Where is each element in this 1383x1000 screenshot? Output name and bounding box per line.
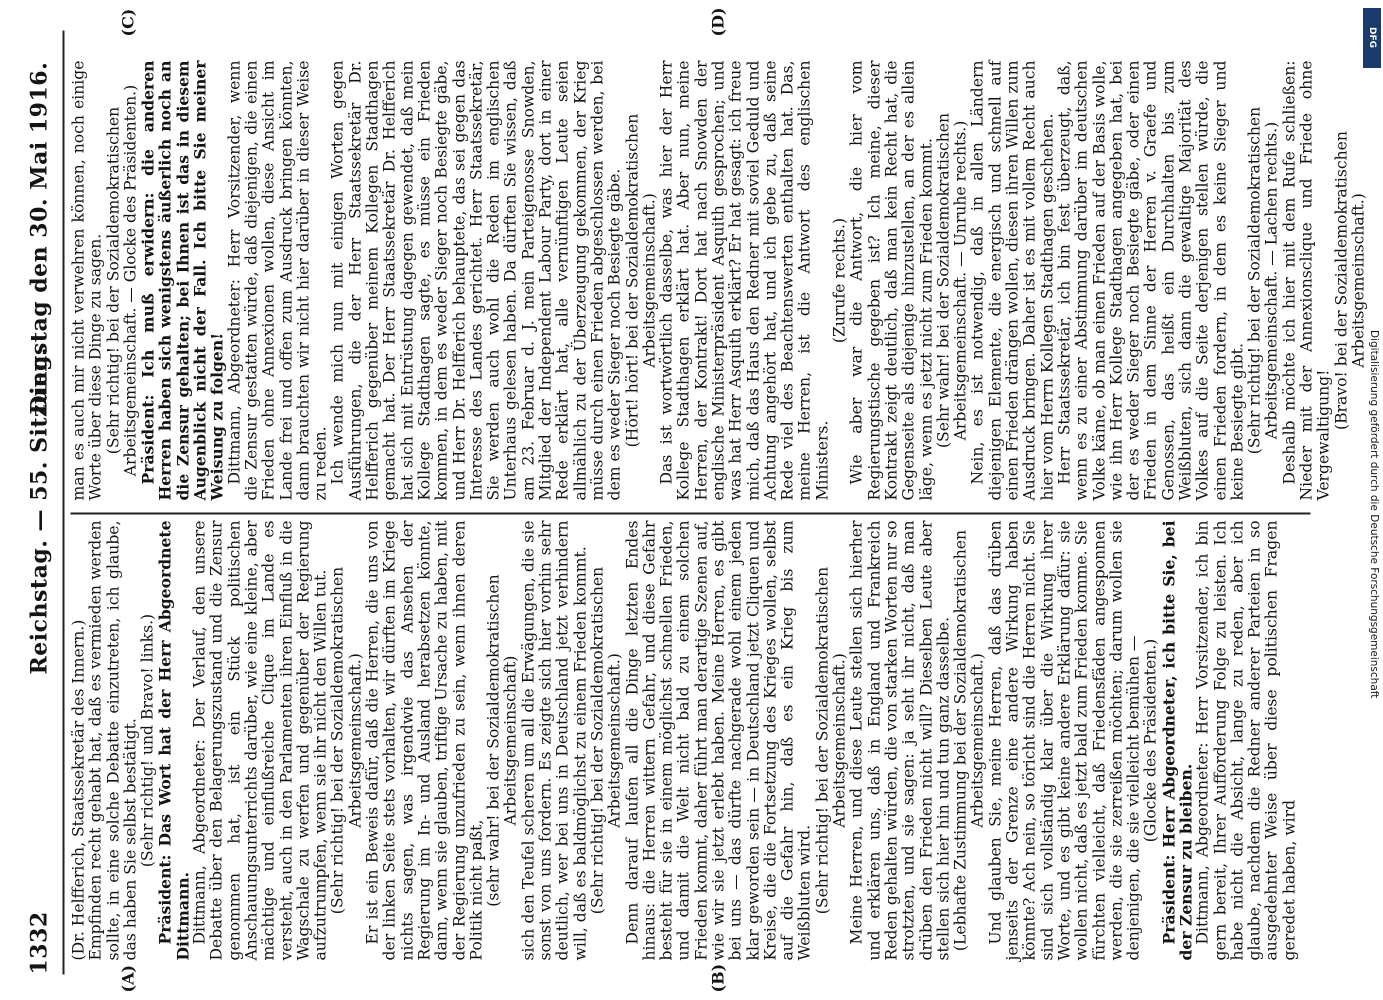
speaker-note: (Dr. Helfferich, Staatssekretär des Innern.) xyxy=(69,619,87,960)
interjection: (Sehr richtig! bei der Sozialdemokratischen Arbeitsgemeinschaft. — Glocke des Präsidenten.) xyxy=(103,84,139,476)
margin-mark-a: (A) xyxy=(118,964,137,992)
paragraph: Empfinden recht gehabt hat, daß es vermieden werden sollte, in eine solche Debatte einzutreten, ich glaube, das haben Sie selbst bestätigt. xyxy=(86,520,139,960)
page-number: 1332 xyxy=(26,910,52,974)
digitization-credit: Digitalisierung gefördert durch die Deutsche Forschungsgemeinschaft xyxy=(1368,330,1380,699)
paragraph: Deshalb möchte ich hier mit dem Rufe schließen: Nieder mit der Annexionsclique und Friede ohne Vergewaltigung! xyxy=(1279,60,1333,500)
interjection: (Sehr richtig! bei der Sozialdemokratischen Arbeitsgemeinschaft. — Lachen rechts.) xyxy=(1245,106,1281,454)
right-column xyxy=(69,60,1367,500)
interjection: (Zurufe rechts.) xyxy=(830,217,849,343)
interjection: (Lebhafte Zustimmung bei der Sozialdemokratischen Arbeitsgemeinschaft.) xyxy=(951,529,987,951)
speaker-paragraph: Präsident: Das Wort hat der Herr Abgeordnete Dittmann. xyxy=(155,520,192,960)
paragraph: Ich wende mich nun mit einigen Worten gegen Ausführungen, die der Herr Staatssekretär Dr. Helfferich gegenüber meinem Kollegen Stadthagen gemacht hat. Der Herr Staatssekretär Dr. Helfferich hat sich mit Entrüstung dagegen gewendet, daß mein Kollege Stadthagen sagte, es müsse ein Frieden kommen, in dem es weder Sieger noch Besiegte gäbe, und Herr Dr. Helfferich behauptete, das sei gegen das Interesse des Landes gerichtet. Herr Staatssekretär, Sie werden auch wohl die Reden im englischen Unterhaus gelesen haben. Da dürften Sie wissen, daß am 23. Februar d. J. mein Parteigenosse Snowden, Mitglied der Independent Labour Party, dort in einer Rede erklärt hat, alle vernünftigen Leute seien allmählich zu der Überzeugung gekommen, der Krieg müsse durch einen Frieden abgeschlossen werden, bei dem es weder Sieger noch Besiegte gäbe. xyxy=(328,60,624,500)
left-column xyxy=(70,520,1310,960)
column-divider xyxy=(70,512,1310,514)
interjection: (sehr wahr! bei der Sozialdemokratischen Arbeitsgemeinschaft) xyxy=(484,573,520,907)
interjection: (Sehr richtig! bei der Sozialdemokratischen Arbeitsgemeinschaft.) xyxy=(328,566,364,914)
paragraph: sich den Teufel scheren um all die Erwägungen, die sie sonst von uns fordern. Es zeigte sich hier vorhin sehr deutlich, wer bei uns in Deutschland jetzt verhindern will, daß es baldmöglichst zu einem Frieden kommt. xyxy=(518,520,589,960)
paragraph: Wie aber war die Antwort, die hier vom Regierungstische gegeben ist? Ich meine, dieser Kontrakt zeigt deutlich, daß man kein Recht hat, die Gegenseite als diejenige hinzustellen, an der es allein läge, wenn es jetzt nicht zum Frieden kommt. xyxy=(847,60,935,500)
session-title: Reichstag. — 55. Sitzung. xyxy=(26,346,52,674)
interjection: (Sehr richtig! bei der Sozialdemokratischen Arbeitsgemeinschaft.) xyxy=(812,566,849,914)
margin-mark-d: (D) xyxy=(708,6,727,36)
session-date: Dienstag den 30. Mai 1916. xyxy=(26,61,52,414)
speaker-paragraph: Präsident: Herr Abgeordneter, ich bitte Sie, bei der Zensur zu bleiben. xyxy=(1158,520,1195,960)
paragraph: Und glauben Sie, meine Herren, daß das drüben jenseits der Grenze eine andere Wirkung haben könnte? Ach nein, so töricht sind die Herren nicht. Sie sind sich vollständig klar über die Wirkung ihrer Worte, und es gibt keine andere Erklärung dafür: sie wollen nicht, daß es jetzt bald zum Frieden komme. Sie fürchten vielleicht, daß Friedensfäden angesponnen werden, die sie zerreißen möchten; darum wollen sie denjenigen, die sie vielleicht bemühen — xyxy=(985,520,1143,960)
interjection: (Sehr richtig! und Bravo! links.) xyxy=(138,613,157,867)
paragraph: Das ist wortwörtlich dasselbe, was hier der Herr Kollege Stadthagen erklärt hat. Aber nun, meine Herren, der Kontrakt! Dort hat nach Snowden der englische Ministerpräsident Asquith gesprochen; und was hat Herr Asquith erklärt? Er hat gesagt: ich freue mich, daß das Haus den Redner mit soviel Geduld und Achtung angehört hat, und ich gebe zu, daß seine Rede viel des Beachtenswerten enthalten hat. Das, meine Herren, ist die Antwort des englischen Ministers. xyxy=(657,60,831,500)
paragraph: Meine Herren, und diese Leute stellen sich hierher und erklären uns, daß in England und Frankreich Reden gehalten würden, die von starken Worten nur so strotzten, und sie sagen: ja seht ihr nicht, daß man drüben den Frieden nicht will? Dieselben Leute aber stellen sich hier hin und tun ganz dasselbe. xyxy=(847,520,952,960)
paragraph: Denn darauf laufen all die Dinge letzten Endes hinaus: die Herren wittern Gefahr, und diese Gefahr besteht für sie in einem möglichst schnellen Frieden, und damit die Welt nicht bald zu einem solchen Frieden kommt, daher führt man derartige Szenen auf, wie wir sie jetzt erlebt haben. Meine Herren, es gibt bei uns — das dürfte nachgerade wohl einem jeden klar geworden sein — in Deutschland jetzt Cliquen und Kreise, die die Fortsetzung des Krieges wollen, selbst auf die Gefahr hin, daß es ein Krieg bis zum Weißbluten wird. xyxy=(622,520,814,960)
margin-mark-b: (B) xyxy=(708,963,727,992)
interjection: (Hört! hört! bei der Sozialdemokratischen Arbeitsgemeinschaft.) xyxy=(622,113,658,447)
speaker-paragraph: Präsident: Ich muß erwidern: die anderen Herren haben sich wenigstens äußerlich noch an die Zensur gehalten; bei Ihnen ist das in diesem Augenblick nicht der Fall. Ich bitte Sie meiner Weisung zu folgen! xyxy=(138,60,227,500)
speaker-paragraph: Dittmann, Abgeordneter: Herr Vorsitzender, ich bin gern bereit, Ihrer Aufforderung Folge zu leisten. Ich habe nicht die Absicht, lange zu reden, aber ich glaube, nachdem die Redner anderer Parteien in so ausgedehnter Weise über diese politischen Fragen geredet haben, wird xyxy=(1193,520,1298,960)
paragraph: Nein, es ist notwendig, daß in allen Ländern diejenigen Elemente, die energisch und schnell auf einen Frieden drängen wollen, diesen ihren Willen zum Ausdruck bringen. Daher ist es mit vollem Recht auch hier vom Herrn Kollegen Stadthagen geschehen. xyxy=(968,60,1056,500)
speaker-paragraph: Dittmann, Abgeordneter: Herr Vorsitzender, wenn die Zensur gestatten würde, daß diejenigen, die einen Frieden ohne Annexionen wollen, diese Ansicht im Lande frei und offen zum Ausdruck bringen könnten, dann brauchten wir nicht hier darüber in dieser Weise zu reden. xyxy=(224,60,330,500)
page-header xyxy=(20,20,58,974)
margin-mark-c: (C) xyxy=(118,8,137,36)
header-rule xyxy=(62,30,64,974)
paragraph: Er ist ein Beweis dafür, daß die Herren, die uns von der linken Seite stets vorhalten, wir dürften im Kriege nichts sagen, was irgendwie das Ansehen der Regierung im In- und Ausland herabsetzen könnte, dann, wenn sie glauben, triftige Ursache zu haben, mit der Regierung unzufrieden zu sein, wenn ihnen deren Politik nicht paßt, xyxy=(363,520,485,960)
paragraph: Herr Staatssekretär, ich bin fest überzeugt, daß, wenn es zu einer Abstimmung darüber im deutschen Volke käme, ob man einen Frieden auf der Basis wolle, wie ihn Herr Kollege Stadthagen angegeben hat, bei der es weder Sieger noch Besiegte gäbe, oder einen Frieden in dem Sinne der Herren v. Graefe und Genossen, das heißt ein Durchhalten bis zum Weißbluten, sich dann die gewaltige Majorität des Volkes auf die Seite derjenigen stellen würde, die einen Frieden fordern, in dem es keine Sieger und keine Besiegte gibt. xyxy=(1054,60,1246,500)
speaker-paragraph: Dittmann, Abgeordneter: Der Verlauf, den unsere Debatte über den Belagerungszustand und die Zensur genommen hat, ist ein Stück politischen Anschauungsunterrichts darüber, wie eine kleine, aber mächtige und einflußreiche Clique im Lande es versteht, auch in den Parlamenten ihren Einfluß in die Wagschale zu werfen und gegenüber der Regierung aufzutrumpfen, wenn sie ihr nicht den Willen tut. xyxy=(190,520,330,960)
interjection: (Glocke des Präsidenten.) xyxy=(1141,638,1160,842)
dfg-logo: DFG xyxy=(1363,8,1381,68)
interjection: (Sehr richtig! bei der Sozialdemokratischen Arbeitsgemeinschaft.) xyxy=(587,566,624,914)
paragraph: man es auch mir nicht verwehren können, noch einige Worte über diese Dinge zu sagen. xyxy=(69,60,105,500)
interjection: (Sehr wahr! bei der Sozialdemokratischen Arbeitsgemeinschaft. — Unruhe rechts.) xyxy=(933,112,970,448)
interjection: (Bravo! bei der Sozialdemokratischen Arbeitsgemeinschaft.) xyxy=(1331,130,1367,430)
